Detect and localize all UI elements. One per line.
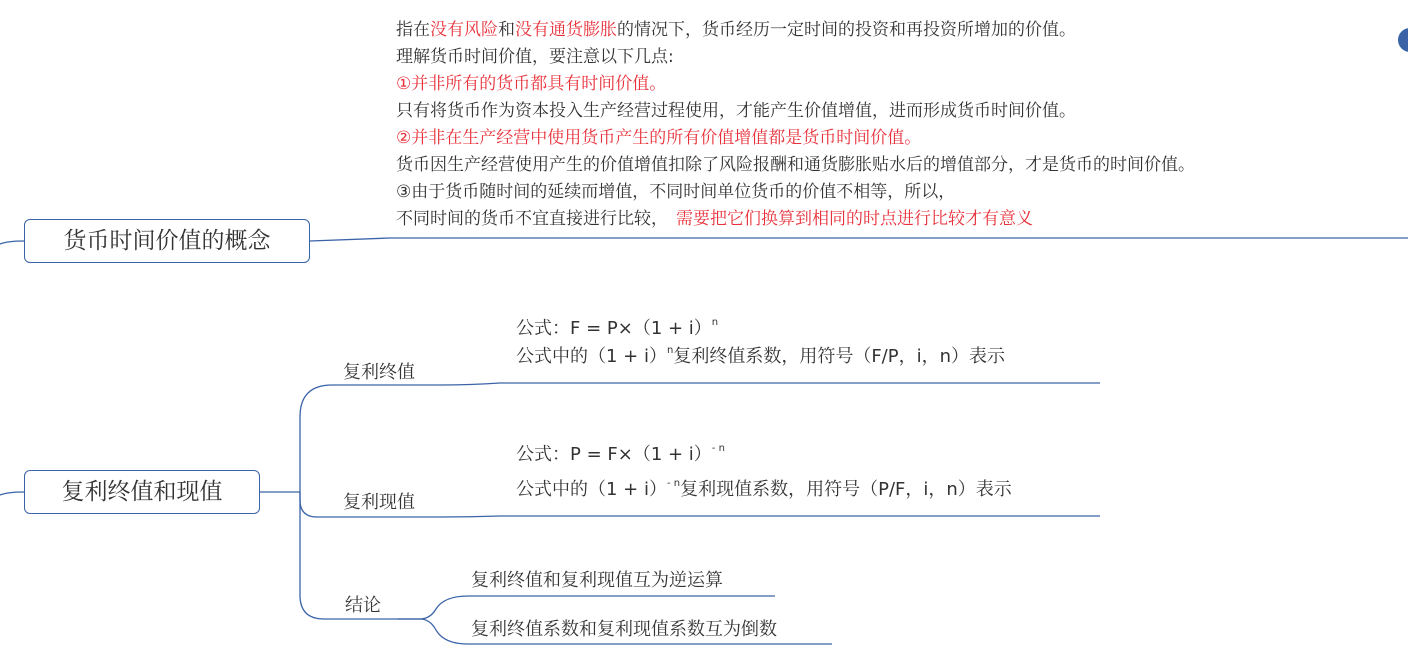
concept-point-3: ③由于货币随时间的延续而增值，不同时间单位货币的价值不相等，所以，	[396, 182, 956, 202]
concept-point-2: ②并非在生产经营中使用货币产生的所有价值增值都是货币时间价值。	[396, 128, 922, 148]
fv-formula-exponent: n	[711, 317, 719, 328]
topic-time-value-concept[interactable]: 货币时间价值的概念	[24, 219, 310, 263]
fv-coefficient-exponent: n	[666, 345, 674, 356]
concept-highlight-no-risk: 没有风险	[430, 20, 498, 40]
fv-coefficient	[516, 345, 1006, 367]
fv-formula-text: 公式：F = P×（1 + i）	[516, 318, 712, 339]
pv-coefficient	[516, 478, 1012, 500]
fv-coefficient-post: 复利终值系数，用符号（F/P，i，n）表示	[673, 346, 1006, 367]
concept-point-1: ①并非所有的货币都具有时间价值。	[396, 74, 667, 94]
fv-coefficient-pre: 公式中的（1 + i）	[516, 346, 667, 367]
concept-line-1-post: 的情况下，货币经历一定时间的投资和再投资所增加的价值。	[617, 20, 1076, 40]
subtopic-conclusion[interactable]: 结论	[345, 595, 381, 616]
fv-formula	[516, 317, 719, 339]
conclusion-item-reciprocal-coefficients[interactable]: 复利终值系数和复利现值系数互为倒数	[471, 619, 777, 640]
topic-compound-value[interactable]: 复利终值和现值	[24, 470, 260, 514]
concept-line-1-mid: 和	[498, 20, 515, 40]
concept-highlight-conclusion: 需要把它们换算到相同的时点进行比较才有意义	[676, 209, 1033, 229]
concept-highlight-no-inflation: 没有通货膨胀	[515, 20, 617, 40]
pv-formula-text: 公式：P = F×（1 + i）	[516, 444, 712, 465]
concept-line-2: 理解货币时间价值，要注意以下几点:	[396, 47, 674, 67]
pv-formula-exponent: - n	[711, 443, 725, 454]
concept-line-1-pre: 指在	[396, 20, 430, 40]
subtopic-future-value[interactable]: 复利终值	[343, 362, 415, 383]
concept-line-8-pre: 不同时间的货币不宜直接进行比较，	[396, 209, 668, 229]
pv-coefficient-post: 复利现值系数，用符号（P/F，i，n）表示	[680, 479, 1012, 500]
concept-line-6: 货币因生产经营使用产生的价值增值扣除了风险报酬和通货膨胀贴水后的增值部分，才是货币的时间价值。	[396, 155, 1195, 175]
concept-line-1	[396, 22, 1076, 39]
pv-coefficient-exponent: - n	[666, 478, 681, 489]
conclusion-item-inverse-operation[interactable]: 复利终值和复利现值互为逆运算	[471, 570, 723, 591]
concept-line-8	[396, 211, 1033, 228]
subtopic-present-value[interactable]: 复利现值	[343, 492, 415, 513]
pv-formula	[516, 443, 725, 465]
pv-coefficient-pre: 公式中的（1 + i）	[516, 479, 667, 500]
concept-line-4: 只有将货币作为资本投入生产经营过程使用，才能产生价值增值，进而形成货币时间价值。	[396, 101, 1076, 121]
